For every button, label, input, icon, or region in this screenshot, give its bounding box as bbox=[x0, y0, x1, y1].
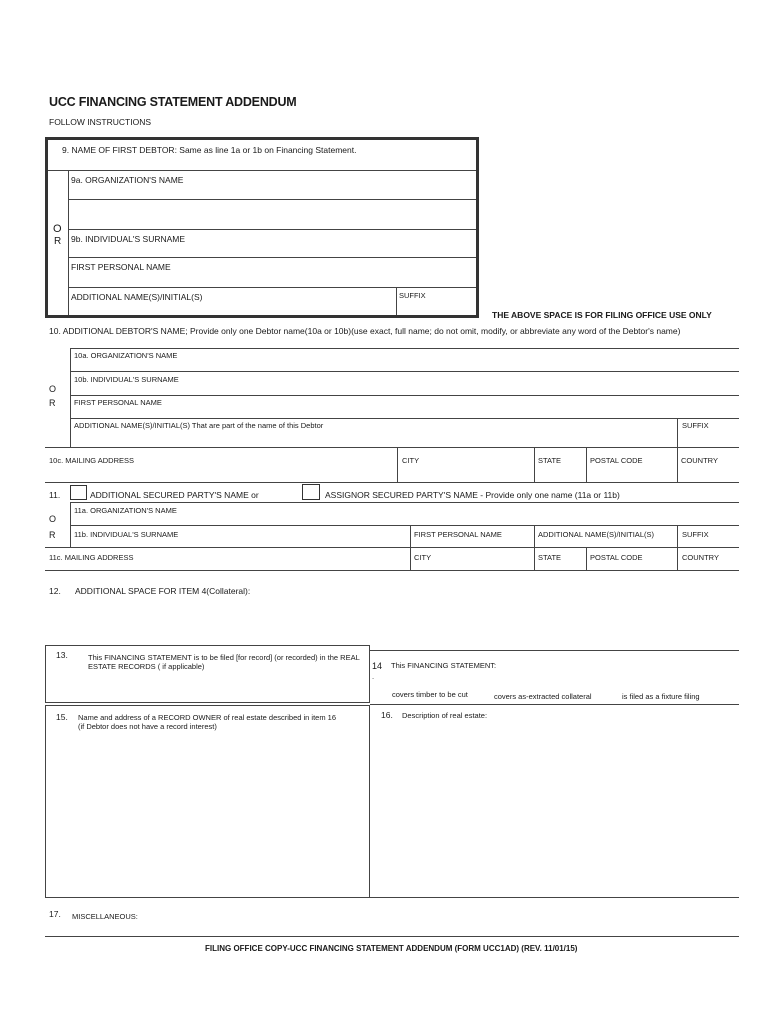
filing-office-use-note: THE ABOVE SPACE IS FOR FILING OFFICE USE ONLY bbox=[492, 310, 712, 320]
item9a-org-name-field[interactable] bbox=[70, 186, 474, 199]
item12-collateral-field[interactable] bbox=[48, 600, 738, 642]
item15-label-line2: (if Debtor does not have a record interest) bbox=[78, 722, 217, 731]
item15-record-owner-field[interactable] bbox=[47, 736, 367, 894]
item11-assignor-checkbox[interactable] bbox=[302, 484, 320, 500]
item11-suffix-field[interactable] bbox=[679, 539, 737, 546]
item9-label: 9. NAME OF FIRST DEBTOR: Same as line 1a or 1b on Financing Statement. bbox=[62, 145, 357, 155]
item11-postal-label: POSTAL CODE bbox=[590, 553, 643, 562]
item10-state-field[interactable] bbox=[536, 467, 584, 480]
item11-suffix-label: SUFFIX bbox=[682, 530, 709, 539]
item11-country-field[interactable] bbox=[679, 562, 737, 569]
item9-first-name-label: FIRST PERSONAL NAME bbox=[71, 262, 171, 272]
item11-number: 11. bbox=[49, 490, 61, 500]
item9-additional-label: ADDITIONAL NAME(S)/INITIAL(S) bbox=[71, 292, 203, 302]
item11-additional-secured-label: ADDITIONAL SECURED PARTY'S NAME or bbox=[90, 490, 259, 500]
item13-real-estate-field[interactable] bbox=[47, 676, 367, 700]
item10-city-label: CITY bbox=[402, 456, 420, 465]
item10a-label: 10a. ORGANIZATION'S NAME bbox=[74, 351, 178, 360]
item11-additional-secured-checkbox[interactable] bbox=[70, 485, 87, 500]
item10c-mailing-field[interactable] bbox=[48, 467, 395, 480]
item10a-org-name-field[interactable] bbox=[72, 361, 738, 370]
item11c-label: 11c. MAILING ADDRESS bbox=[49, 553, 134, 562]
item10-country-label: COUNTRY bbox=[681, 456, 718, 465]
item10-city-field[interactable] bbox=[400, 467, 532, 480]
item10b-label: 10b. INDIVIDUAL'S SURNAME bbox=[74, 375, 179, 384]
item11c-mailing-field[interactable] bbox=[48, 562, 408, 569]
item12-number: 12. bbox=[49, 586, 61, 596]
item14-label: This FINANCING STATEMENT: bbox=[391, 661, 497, 670]
item9a-org-name-field-2[interactable] bbox=[70, 201, 474, 228]
item11a-label: 11a. ORGANIZATION'S NAME bbox=[74, 506, 177, 515]
item10-label: 10. ADDITIONAL DEBTOR'S NAME; Provide only one Debtor name(10a or 10b)(use exact, full name; do not omit, modify, or abbreviate any word of the Debtor's name) bbox=[49, 326, 681, 336]
item10-additional-label: ADDITIONAL NAME(S)/INITIAL(S) That are part of the name of this Debtor bbox=[74, 421, 324, 430]
item10-additional-field[interactable] bbox=[72, 431, 675, 445]
item11-or-o: O bbox=[49, 514, 57, 524]
form-title: UCC FINANCING STATEMENT ADDENDUM bbox=[49, 95, 297, 109]
item15-label-line1: Name and address of a RECORD OWNER of real estate described in item 16 bbox=[78, 713, 337, 722]
item9-or-r: R bbox=[54, 236, 62, 247]
item10-country-field[interactable] bbox=[679, 467, 737, 480]
item14-fixture-option[interactable]: is filed as a fixture filing bbox=[622, 692, 700, 701]
item11-postal-field[interactable] bbox=[588, 562, 675, 569]
item14-extracted-option[interactable]: covers as-extracted collateral bbox=[494, 692, 592, 701]
item10-or-r: R bbox=[49, 398, 56, 408]
item11-country-label: COUNTRY bbox=[682, 553, 719, 562]
item11-or-r: R bbox=[49, 530, 56, 540]
item16-number: 16. bbox=[381, 710, 393, 720]
item10b-surname-field[interactable] bbox=[72, 385, 738, 394]
item16-real-estate-field[interactable] bbox=[372, 724, 738, 894]
item13-number: 13. bbox=[56, 650, 68, 660]
item11b-label: 11b. INDIVIDUAL'S SURNAME bbox=[74, 530, 179, 539]
item12-label: ADDITIONAL SPACE FOR ITEM 4(Collateral): bbox=[75, 586, 251, 596]
item14-timber-option[interactable]: covers timber to be cut bbox=[392, 690, 468, 699]
item11b-surname-field[interactable] bbox=[72, 539, 408, 546]
item10-first-name-field[interactable] bbox=[72, 408, 738, 417]
item11-additional-label: ADDITIONAL NAME(S)/INITIAL(S) bbox=[538, 530, 654, 539]
item11-first-name-field[interactable] bbox=[412, 539, 532, 546]
item10c-label: 10c. MAILING ADDRESS bbox=[49, 456, 135, 465]
item11-first-name-label: FIRST PERSONAL NAME bbox=[414, 530, 502, 539]
form-footer: FILING OFFICE COPY-UCC FINANCING STATEMENT ADDENDUM (FORM UCC1AD) (REV. 11/01/15) bbox=[205, 944, 578, 953]
item10-or-o: O bbox=[49, 384, 57, 394]
item9-suffix-field[interactable] bbox=[398, 301, 474, 314]
item11-assignor-label: ASSIGNOR SECURED PARTY'S NAME - Provide only one name (11a or 11b) bbox=[325, 490, 620, 500]
item9-suffix-label: SUFFIX bbox=[399, 291, 426, 300]
item10-suffix-field[interactable] bbox=[680, 431, 738, 445]
item14-number: 14 bbox=[372, 661, 383, 671]
item9-additional-field[interactable] bbox=[70, 302, 394, 314]
item15-number: 15. bbox=[56, 712, 68, 722]
item10-state-label: STATE bbox=[538, 456, 562, 465]
item10-postal-field[interactable] bbox=[588, 467, 675, 480]
item17-misc-field[interactable] bbox=[48, 924, 738, 934]
item11-additional-field[interactable] bbox=[536, 539, 675, 546]
item13-label-line2: ESTATE RECORDS ( if applicable) bbox=[88, 662, 205, 671]
item11-state-label: STATE bbox=[538, 553, 562, 562]
item9-first-name-field[interactable] bbox=[70, 273, 474, 285]
follow-instructions: FOLLOW INSTRUCTIONS bbox=[49, 117, 152, 127]
item17-label: MISCELLANEOUS: bbox=[72, 912, 138, 921]
item11-state-field[interactable] bbox=[536, 562, 584, 569]
item16-label: Description of real estate: bbox=[402, 711, 488, 720]
item9b-label: 9b. INDIVIDUAL'S SURNAME bbox=[71, 234, 186, 244]
item13-label-line1: This FINANCING STATEMENT is to be filed [for record] (or recorded) in the REAL bbox=[88, 653, 360, 662]
item9-or-o: O bbox=[53, 223, 62, 235]
item10-first-name-label: FIRST PERSONAL NAME bbox=[74, 398, 162, 407]
item9a-label: 9a. ORGANIZATION'S NAME bbox=[71, 175, 184, 185]
item10-suffix-label: SUFFIX bbox=[682, 421, 709, 430]
item11-city-label: CITY bbox=[414, 553, 432, 562]
item9b-surname-field[interactable] bbox=[70, 245, 474, 257]
item17-number: 17. bbox=[49, 909, 61, 919]
item10-postal-label: POSTAL CODE bbox=[590, 456, 643, 465]
item11-city-field[interactable] bbox=[412, 562, 532, 569]
item14-dot: . bbox=[372, 672, 375, 681]
item11a-org-name-field[interactable] bbox=[72, 516, 738, 524]
